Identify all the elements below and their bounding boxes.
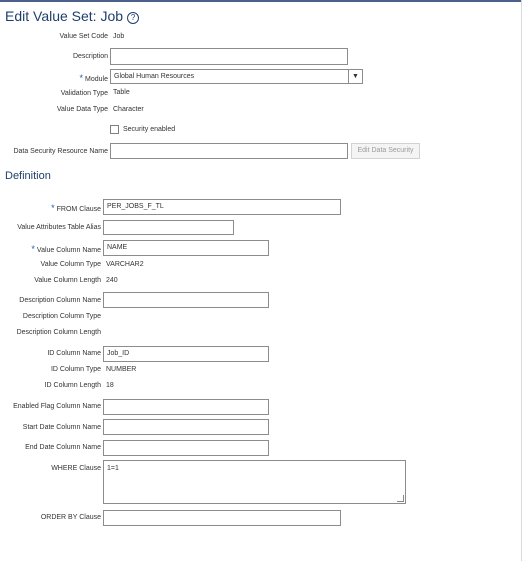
- order-by-clause-label: ORDER BY Clause: [40, 514, 101, 521]
- where-clause-label: WHERE Clause: [51, 465, 101, 472]
- resize-handle-icon[interactable]: [397, 495, 404, 502]
- enabled-flag-column-input[interactable]: [103, 399, 269, 415]
- id-column-name-input[interactable]: Job_ID: [103, 346, 269, 362]
- value-column-name-label-text: Value Column Name: [36, 247, 101, 254]
- data-security-resource-input[interactable]: [110, 143, 348, 159]
- description-label: Description: [72, 53, 108, 60]
- from-clause-label-text: FROM Clause: [56, 206, 101, 213]
- id-column-length-label: ID Column Length: [44, 382, 101, 389]
- id-column-length-value: 18: [106, 382, 114, 389]
- page-title: [5, 8, 139, 24]
- security-enabled-checkbox[interactable]: [110, 125, 119, 134]
- where-clause-textarea[interactable]: [103, 460, 406, 504]
- module-select[interactable]: [110, 69, 363, 84]
- value-data-type-label: Value Data Type: [56, 106, 108, 113]
- description-column-name-input[interactable]: [103, 292, 269, 308]
- value-column-name-label: [31, 244, 101, 254]
- description-column-length-label: Description Column Length: [16, 329, 101, 336]
- value-column-name-input[interactable]: NAME: [103, 240, 269, 256]
- required-indicator: *: [51, 203, 55, 213]
- value-set-code-label: Value Set Code: [59, 33, 108, 40]
- module-label: [80, 73, 108, 83]
- help-icon[interactable]: ?: [127, 12, 139, 24]
- start-date-column-input[interactable]: [103, 419, 269, 435]
- id-column-type-value: NUMBER: [106, 366, 137, 373]
- validation-type-value: Table: [113, 89, 130, 96]
- validation-type-label: Validation Type: [60, 90, 108, 97]
- required-indicator: *: [31, 244, 35, 254]
- value-data-type-value: Character: [113, 106, 144, 113]
- page-title-text: Edit Value Set: Job: [5, 8, 124, 24]
- end-date-column-label: End Date Column Name: [25, 444, 101, 451]
- value-column-length-label: Value Column Length: [34, 277, 101, 284]
- value-column-length-value: 240: [106, 277, 118, 284]
- description-input[interactable]: [110, 48, 348, 65]
- definition-heading: Definition: [5, 170, 51, 182]
- id-column-name-label: ID Column Name: [47, 350, 101, 357]
- module-select-value: Global Human Resources: [114, 73, 195, 80]
- required-indicator: *: [79, 73, 84, 83]
- value-attributes-alias-input[interactable]: [103, 220, 234, 235]
- data-security-resource-label: Data Security Resource Name: [13, 148, 108, 155]
- order-by-clause-input[interactable]: [103, 510, 341, 526]
- value-column-type-label: Value Column Type: [40, 261, 101, 268]
- top-border: [0, 0, 522, 2]
- edit-data-security-button[interactable]: Edit Data Security: [351, 143, 420, 159]
- id-column-type-label: ID Column Type: [50, 366, 101, 373]
- from-clause-label: [51, 203, 101, 213]
- where-clause-text: 1=1: [107, 465, 119, 472]
- enabled-flag-column-label: Enabled Flag Column Name: [13, 403, 101, 410]
- chevron-down-icon[interactable]: ▼: [348, 70, 362, 83]
- start-date-column-label: Start Date Column Name: [22, 424, 101, 431]
- description-column-name-label: Description Column Name: [19, 297, 101, 304]
- value-column-type-value: VARCHAR2: [106, 261, 144, 268]
- value-attributes-alias-label: Value Attributes Table Alias: [17, 224, 101, 231]
- security-enabled-label: Security enabled: [123, 126, 176, 133]
- module-label-text: Module: [85, 76, 108, 83]
- value-set-code-value: Job: [113, 33, 125, 40]
- end-date-column-input[interactable]: [103, 440, 269, 456]
- from-clause-input[interactable]: PER_JOBS_F_TL: [103, 199, 341, 215]
- description-column-type-label: Description Column Type: [22, 313, 101, 320]
